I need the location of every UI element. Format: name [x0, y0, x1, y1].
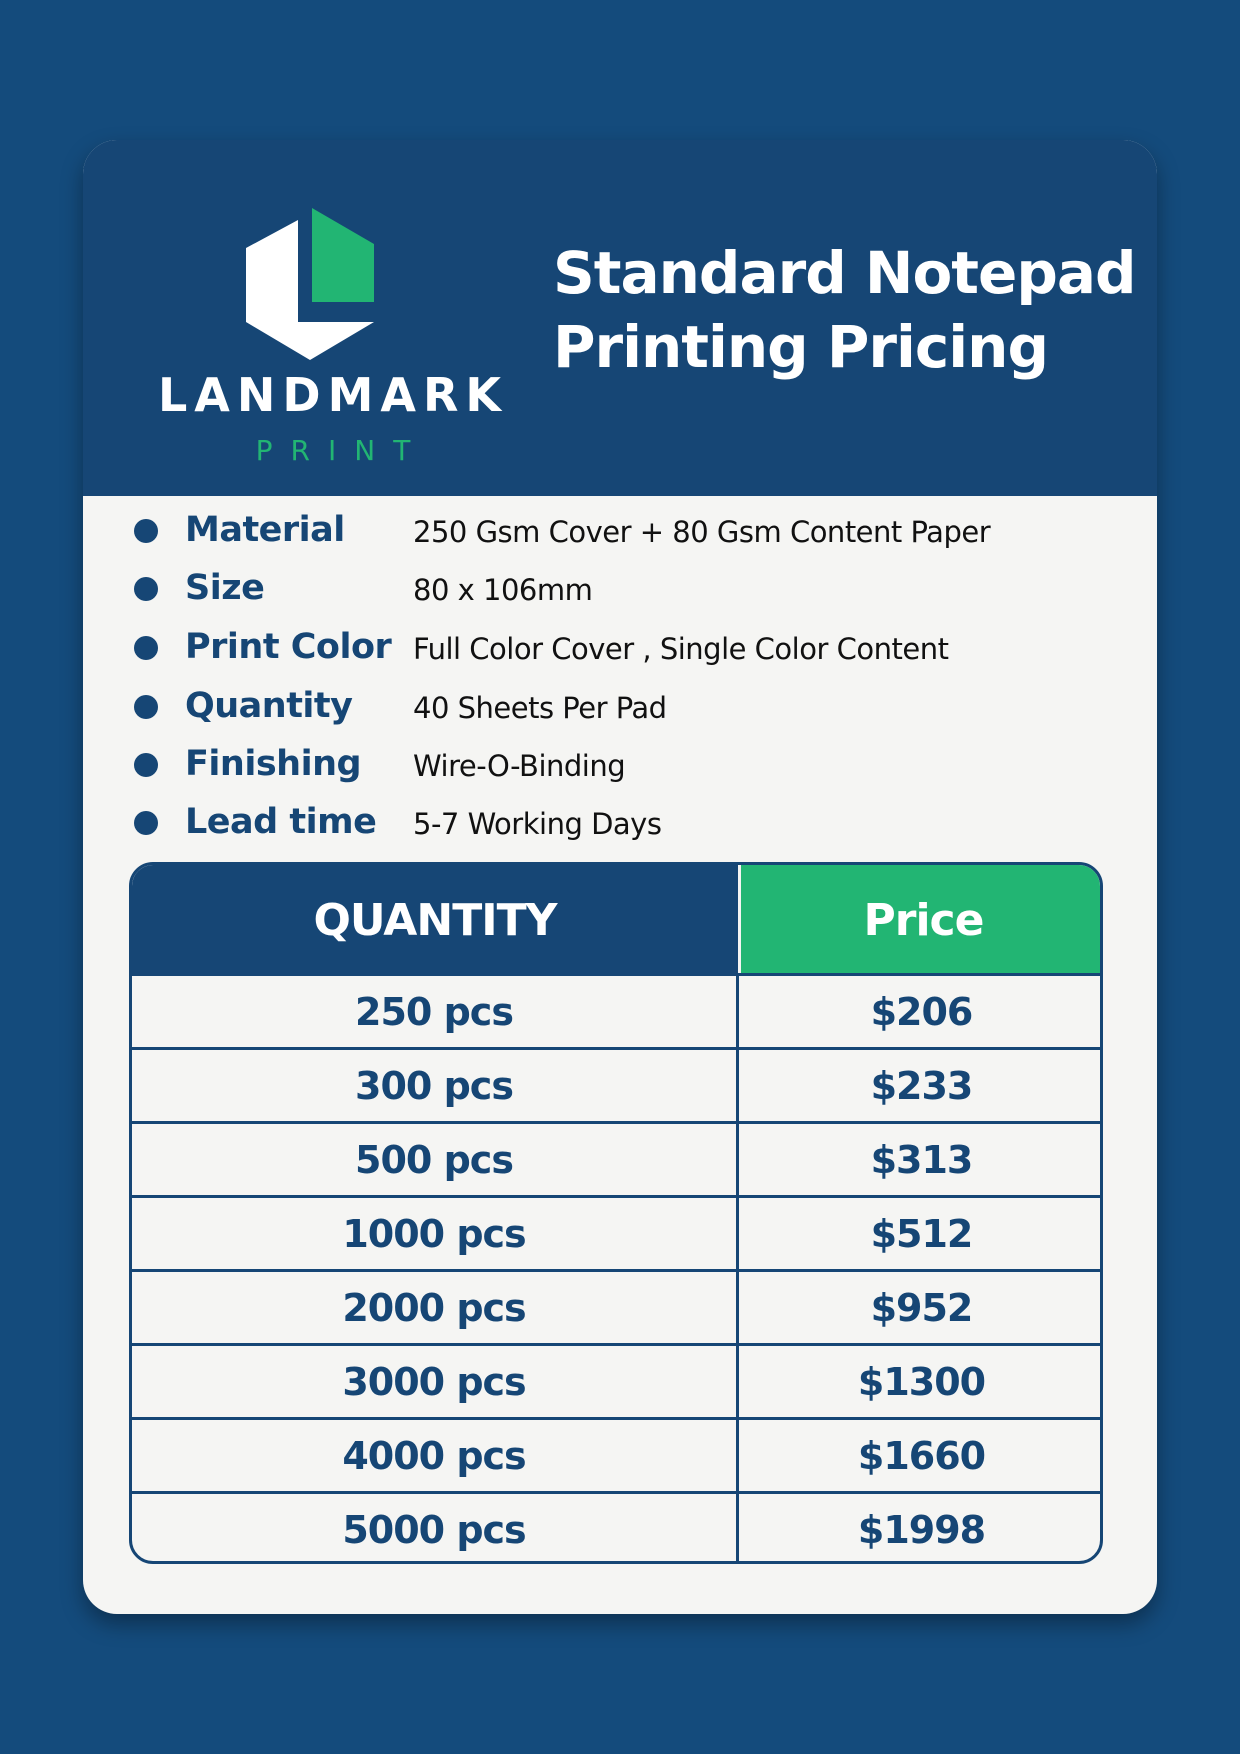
- price-cell: $233: [870, 1064, 973, 1108]
- table-row: [132, 1124, 1103, 1198]
- quantity-cell: 1000 pcs: [342, 1212, 526, 1256]
- price-cell: $1660: [857, 1434, 986, 1478]
- spec-value: Wire-O-Binding: [413, 749, 626, 783]
- spec-label: Material: [185, 510, 345, 550]
- table-row: [132, 1494, 1103, 1564]
- quantity-cell: 500 pcs: [355, 1138, 513, 1182]
- table-row: [132, 1198, 1103, 1272]
- spec-label: Print Color: [185, 627, 392, 667]
- bullet-icon: [134, 753, 158, 777]
- title-line-2: Printing Pricing: [553, 313, 1048, 381]
- bullet-icon: [134, 811, 158, 835]
- quantity-cell: 3000 pcs: [342, 1360, 526, 1404]
- spec-row-material: [83, 506, 1157, 556]
- landmark-logo-icon: [238, 208, 388, 368]
- price-cell: $1998: [857, 1508, 986, 1552]
- brand-name: LANDMARK: [157, 368, 509, 422]
- card-header: [83, 140, 1157, 496]
- price-cell: $313: [870, 1138, 973, 1182]
- quantity-cell: 250 pcs: [355, 990, 513, 1034]
- pricing-card: [83, 140, 1157, 1614]
- column-header-quantity: QUANTITY: [132, 865, 738, 975]
- table-row: [132, 1272, 1103, 1346]
- spec-row-size: [83, 564, 1157, 614]
- price-cell: $1300: [857, 1360, 986, 1404]
- bullet-icon: [134, 695, 158, 719]
- spec-row-finishing: [83, 740, 1157, 790]
- bullet-icon: [134, 636, 158, 660]
- spec-value: 5-7 Working Days: [413, 807, 662, 841]
- bullet-icon: [134, 519, 158, 543]
- brand-sub: PRINT: [255, 434, 429, 467]
- title-line-1: Standard Notepad: [553, 239, 1136, 307]
- bullet-icon: [134, 577, 158, 601]
- quantity-cell: 2000 pcs: [342, 1286, 526, 1330]
- table-row: [132, 1420, 1103, 1494]
- price-table: [129, 862, 1103, 1564]
- quantity-cell: 300 pcs: [355, 1064, 513, 1108]
- spec-value: 80 x 106mm: [413, 573, 593, 607]
- table-row: [132, 1050, 1103, 1124]
- spec-label: Finishing: [185, 744, 362, 784]
- quantity-cell: 5000 pcs: [342, 1508, 526, 1552]
- table-row: [132, 976, 1103, 1050]
- price-cell: $206: [870, 990, 973, 1034]
- quantity-cell: 4000 pcs: [342, 1434, 526, 1478]
- spec-row-print-color: [83, 623, 1157, 673]
- table-row: [132, 1346, 1103, 1420]
- price-cell: $512: [870, 1212, 973, 1256]
- spec-value: 250 Gsm Cover + 80 Gsm Content Paper: [413, 515, 991, 549]
- spec-label: Size: [185, 568, 265, 608]
- price-cell: $952: [870, 1286, 973, 1330]
- spec-label: Quantity: [185, 686, 353, 726]
- page-title: [553, 236, 1136, 384]
- spec-row-quantity: [83, 682, 1157, 732]
- spec-value: Full Color Cover , Single Color Content: [413, 632, 949, 666]
- spec-label: Lead time: [185, 802, 377, 842]
- spec-row-lead-time: [83, 798, 1157, 848]
- column-divider: [736, 973, 739, 1564]
- spec-value: 40 Sheets Per Pad: [413, 691, 667, 725]
- column-header-price: Price: [741, 865, 1103, 975]
